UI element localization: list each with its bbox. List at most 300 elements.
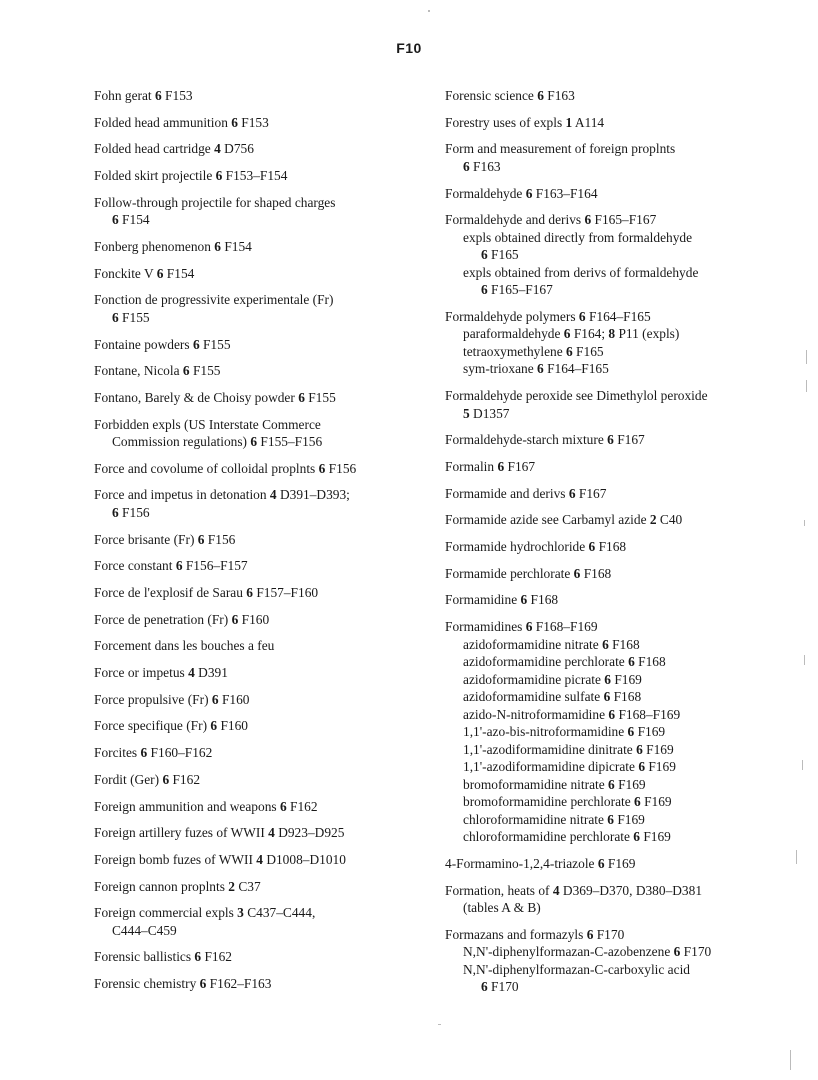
page-reference: F167 — [504, 459, 536, 474]
term-text: chloroformamidine nitrate — [463, 811, 608, 827]
index-subterm — [445, 793, 800, 811]
page-reference: D756 — [220, 141, 254, 157]
page-reference: D391–D393; — [276, 487, 350, 503]
term-text: Formamidines — [445, 619, 526, 635]
page-reference: F168 — [608, 636, 640, 652]
page-reference: A114 — [572, 114, 605, 130]
index-entry — [94, 87, 424, 105]
index-term — [94, 798, 424, 816]
page-reference: F169 — [614, 776, 646, 792]
term-text: Formaldehyde peroxide see Dimethylol peroxide — [445, 388, 708, 404]
volume-number: 6 — [199, 976, 207, 992]
index-term — [94, 416, 424, 434]
volume-number: 6 — [155, 88, 162, 103]
index-entry — [445, 458, 800, 476]
page-reference: F155 — [199, 336, 231, 352]
volume-number: 6 — [112, 309, 119, 325]
index-term — [445, 511, 800, 529]
page-reference: F162 — [201, 949, 233, 965]
term-text: Force de l'explosif de Sarau — [94, 585, 247, 600]
scan-speck — [804, 655, 805, 665]
term-text: Forensic ballistics — [94, 949, 195, 965]
index-subterm — [94, 504, 424, 522]
term-text: chloroformamidine perchlorate — [463, 829, 634, 845]
volume-number: 6 — [156, 265, 164, 281]
index-entry — [94, 291, 424, 326]
index-entry — [94, 824, 424, 842]
term-text: Fontane, Nicola — [94, 363, 183, 379]
index-entry — [94, 878, 424, 896]
term-text: azido-N-nitroformamidine — [463, 706, 609, 722]
volume-number: 6 — [231, 114, 238, 130]
index-term — [445, 308, 800, 326]
index-entry — [445, 114, 800, 132]
page-reference: F167 — [613, 432, 645, 448]
index-term — [94, 362, 424, 380]
scan-speck — [438, 1024, 441, 1025]
term-text: paraformaldehyde — [463, 326, 564, 342]
page-reference: F156 — [325, 460, 357, 476]
term-text: Foreign ammunition and weapons — [94, 798, 280, 814]
term-text: Folded head ammunition — [94, 114, 232, 130]
index-subterm — [445, 229, 800, 247]
index-entry — [94, 140, 424, 158]
index-subterm — [445, 405, 800, 423]
term-text: Formamide perchlorate — [445, 565, 574, 581]
index-subterm — [445, 961, 800, 979]
page-reference: F170 — [593, 926, 625, 942]
term-text: sym-trioxane — [463, 361, 538, 377]
volume-number: 6 — [481, 282, 488, 298]
page-reference: F169 — [645, 759, 676, 775]
index-entry — [445, 565, 800, 583]
index-term — [94, 878, 424, 896]
page-reference: F168 — [527, 592, 559, 608]
volume-number: 4 — [552, 882, 560, 898]
page-reference: F162–F163 — [206, 976, 272, 992]
index-subterm — [445, 758, 800, 776]
volume-number: 1 — [565, 114, 573, 130]
index-entry — [94, 416, 424, 451]
index-term — [94, 744, 424, 762]
term-text: Forestry uses of expls — [445, 114, 566, 130]
index-subterm — [445, 281, 800, 299]
term-text: Folded head cartridge — [94, 141, 215, 157]
volume-number: 6 — [215, 168, 223, 184]
volume-number: 6 — [112, 212, 119, 228]
index-term — [445, 211, 800, 229]
index-term — [445, 618, 800, 636]
index-entry — [445, 926, 800, 996]
page-reference: F168 — [634, 654, 666, 670]
index-subterm — [445, 343, 800, 361]
volume-number: 6 — [586, 926, 594, 942]
term-text: 4-Formamino-1,2,4-triazole — [445, 855, 598, 871]
page-reference: C37 — [234, 878, 261, 894]
index-term — [445, 458, 800, 476]
page-reference: F155 — [304, 389, 336, 405]
index-term — [445, 114, 800, 132]
index-term — [445, 882, 800, 900]
index-entry — [94, 460, 424, 478]
index-entry — [94, 167, 424, 185]
index-entry — [94, 948, 424, 966]
volume-number: 6 — [604, 671, 611, 687]
page-reference: F169 — [640, 829, 671, 845]
index-term — [445, 387, 800, 405]
term-text: Formaldehyde and derivs — [445, 212, 585, 228]
index-subterm — [445, 360, 800, 378]
index-term — [445, 185, 800, 203]
page-reference: P11 (expls) — [615, 326, 680, 342]
index-subterm — [445, 978, 800, 996]
page-reference: F162 — [286, 798, 318, 814]
index-entry — [94, 904, 424, 939]
index-entry — [94, 664, 424, 682]
scan-speck — [796, 850, 797, 864]
index-term — [94, 486, 424, 504]
volume-number: 6 — [588, 539, 596, 555]
term-text: Force and covolume of colloidal proplnts — [94, 460, 319, 476]
index-term — [94, 637, 424, 655]
volume-number: 6 — [481, 979, 488, 995]
volume-number: 4 — [268, 825, 275, 841]
term-text: azidoformamidine picrate — [463, 671, 605, 687]
index-entry — [445, 211, 800, 299]
index-entry — [94, 717, 424, 735]
page-reference: F160 — [218, 691, 250, 707]
index-entry — [94, 637, 424, 655]
page-reference: F169 — [611, 671, 642, 687]
volume-number: 4 — [256, 851, 263, 867]
volume-number: 6 — [608, 706, 616, 722]
term-text: Fonberg phenomenon — [94, 238, 215, 254]
volume-number: 4 — [188, 665, 195, 681]
index-term — [94, 114, 424, 132]
page-reference: F164; — [570, 326, 609, 342]
index-entry — [94, 691, 424, 709]
index-subterm — [94, 433, 424, 451]
index-subterm — [445, 653, 800, 671]
volume-number: 6 — [566, 343, 573, 359]
volume-number: 6 — [627, 724, 635, 740]
index-subterm — [445, 636, 800, 654]
term-text: N,N'-diphenylformazan-C-carboxylic acid — [463, 961, 690, 977]
index-term — [94, 851, 424, 869]
volume-number: 6 — [246, 585, 253, 600]
index-term — [94, 336, 424, 354]
index-subterm — [445, 723, 800, 741]
page-reference: F155 — [118, 309, 150, 325]
index-subterm — [445, 688, 800, 706]
index-subterm — [445, 325, 800, 343]
index-entry — [445, 308, 800, 378]
page-reference: F163 — [543, 88, 575, 103]
volume-number: 6 — [537, 361, 544, 377]
page-reference: F165–F167 — [487, 282, 553, 298]
volume-number: 6 — [525, 619, 533, 635]
index-term — [94, 824, 424, 842]
page-reference: F168–F169 — [532, 619, 598, 635]
page-reference: F160 — [217, 718, 248, 734]
index-term — [94, 167, 424, 185]
index-subterm — [94, 922, 424, 940]
index-term — [94, 265, 424, 283]
term-text: Foreign commercial expls — [94, 905, 238, 921]
index-term — [445, 140, 800, 158]
term-text: Fonckite V — [94, 265, 157, 281]
volume-number: 6 — [607, 811, 614, 827]
volume-number: 6 — [633, 829, 640, 845]
page-reference: F169 — [613, 811, 645, 827]
index-subterm — [445, 246, 800, 264]
index-entry — [94, 851, 424, 869]
volume-number: 6 — [608, 776, 615, 792]
term-text: Formazans and formazyls — [445, 926, 587, 942]
page-reference: F165 — [487, 247, 519, 263]
index-term — [94, 771, 424, 789]
index-entry — [445, 882, 800, 917]
scan-speck — [804, 520, 805, 526]
term-text: Formaldehyde polymers — [445, 308, 579, 324]
page-reference: F157–F160 — [252, 585, 319, 600]
term-text: tetraoxymethylene — [463, 343, 566, 359]
page-reference: F153–F154 — [222, 168, 288, 184]
term-text: expls obtained directly from formaldehyde — [463, 229, 693, 245]
page-reference: F153 — [161, 88, 193, 103]
term-text: Foreign bomb fuzes of WWII — [94, 851, 257, 867]
term-text: Forcement dans les bouches a feu — [94, 638, 275, 654]
term-text: C444–C459 — [112, 922, 177, 938]
page-reference: F165 — [572, 343, 604, 359]
term-text: 1,1'-azodiformamidine dinitrate — [463, 741, 637, 757]
term-text: expls obtained from derivs of formaldehyde — [463, 264, 699, 280]
term-text: azidoformamidine sulfate — [463, 689, 604, 705]
term-text: Forcites — [94, 745, 141, 761]
index-entry — [445, 387, 800, 422]
page-reference: C437–C444, — [243, 905, 316, 921]
page-reference: C40 — [656, 512, 683, 528]
page-reference: F168 — [610, 689, 642, 705]
volume-number: 6 — [211, 691, 219, 707]
page-reference: F156–F157 — [182, 558, 248, 574]
term-text: Formaldehyde-starch mixture — [445, 432, 608, 448]
volume-number: 2 — [649, 512, 657, 528]
page-reference: F170 — [680, 944, 712, 960]
volume-number: 6 — [162, 771, 170, 787]
page-reference: F153 — [237, 114, 269, 130]
index-entry — [94, 362, 424, 380]
term-text: (tables A & B) — [463, 900, 541, 915]
index-entry — [445, 485, 800, 503]
index-entry — [445, 591, 800, 609]
index-term — [94, 291, 424, 309]
volume-number: 6 — [231, 611, 239, 627]
index-term — [94, 948, 424, 966]
index-entry — [94, 486, 424, 521]
page-reference: F160–F162 — [147, 745, 213, 761]
page-reference: F165–F167 — [591, 212, 657, 228]
page-reference: F169 — [640, 794, 672, 810]
term-text: Commission regulations) — [112, 434, 251, 450]
index-entry — [94, 238, 424, 256]
index-entry — [94, 389, 424, 407]
page-reference: D1357 — [469, 405, 510, 421]
page-reference: F160 — [238, 611, 270, 627]
index-term — [445, 855, 800, 873]
term-text: Formamide and derivs — [445, 485, 569, 501]
page-reference: F169 — [604, 855, 636, 871]
index-entry — [94, 975, 424, 993]
index-term — [445, 485, 800, 503]
volume-number: 6 — [298, 389, 305, 405]
index-term — [94, 140, 424, 158]
index-column-left — [94, 87, 424, 1002]
index-term — [445, 87, 800, 105]
term-text: Formation, heats of — [445, 882, 553, 898]
index-subterm — [445, 943, 800, 961]
term-text: Formamide azide see Carbamyl azide — [445, 512, 650, 528]
index-term — [94, 194, 424, 212]
page-label: F10 — [396, 40, 422, 56]
volume-number: 6 — [182, 363, 190, 379]
volume-number: 6 — [673, 944, 681, 960]
volume-number: 6 — [318, 460, 326, 476]
volume-number: 6 — [597, 855, 605, 871]
index-entry — [445, 538, 800, 556]
term-text: Force propulsive (Fr) — [94, 691, 212, 707]
index-term — [445, 538, 800, 556]
index-subterm — [445, 671, 800, 689]
volume-number: 6 — [636, 741, 643, 757]
scan-speck — [428, 10, 430, 12]
index-term — [94, 238, 424, 256]
term-text: Fordit (Ger) — [94, 771, 163, 787]
index-term — [94, 664, 424, 682]
term-text: N,N'-diphenylformazan-C-azobenzene — [463, 944, 674, 960]
term-text: Force and impetus in detonation — [94, 487, 270, 503]
page-reference: F168 — [580, 565, 612, 581]
volume-number: 6 — [573, 565, 581, 581]
volume-number: 6 — [638, 759, 646, 775]
page-reference: F154 — [118, 212, 150, 228]
volume-number: 6 — [175, 558, 183, 574]
index-entry — [94, 771, 424, 789]
page-reference: D1008–D1010 — [262, 851, 346, 867]
term-text: Foreign cannon proplnts — [94, 878, 229, 894]
term-text: Formamidine — [445, 592, 521, 608]
index-entry — [94, 557, 424, 575]
volume-number: 4 — [269, 487, 277, 503]
index-term — [94, 460, 424, 478]
volume-number: 6 — [584, 212, 592, 228]
page-reference: F164–F165 — [543, 361, 609, 377]
scan-speck — [806, 350, 807, 364]
index-term — [94, 717, 424, 735]
volume-number: 6 — [568, 485, 576, 501]
index-subterm — [445, 264, 800, 282]
volume-number: 6 — [520, 592, 528, 608]
volume-number: 3 — [237, 905, 244, 921]
index-entry — [94, 194, 424, 229]
page-reference: D391 — [194, 665, 228, 681]
index-term — [445, 565, 800, 583]
term-text: Formaldehyde — [445, 185, 526, 201]
scan-speck — [790, 1050, 791, 1070]
term-text: Formalin — [445, 459, 498, 474]
volume-number: 6 — [607, 432, 614, 448]
volume-number: 2 — [228, 878, 235, 894]
page-reference: F162 — [169, 771, 201, 787]
index-term — [94, 557, 424, 575]
term-text: Force brisante (Fr) — [94, 531, 198, 547]
term-text: Force or impetus — [94, 665, 189, 681]
index-entry — [94, 336, 424, 354]
index-subterm — [445, 776, 800, 794]
index-entry — [94, 114, 424, 132]
volume-number: 6 — [140, 745, 148, 761]
volume-number: 6 — [250, 434, 258, 450]
index-entry — [94, 265, 424, 283]
term-text: Fontano, Barely & de Choisy powder — [94, 389, 299, 405]
page-reference: F156 — [118, 504, 150, 520]
page-reference: F155–F156 — [257, 434, 323, 450]
page-reference: F170 — [487, 979, 519, 995]
term-text: Foreign artillery fuzes of WWII — [94, 825, 269, 841]
page-reference: D923–D925 — [274, 825, 345, 841]
term-text: Forbidden expls (US Interstate Commerce — [94, 416, 321, 432]
volume-number: 6 — [112, 504, 119, 520]
volume-number: 4 — [214, 141, 221, 157]
volume-number: 6 — [578, 308, 586, 324]
scan-speck — [802, 760, 803, 770]
index-term — [94, 87, 424, 105]
volume-number: 6 — [628, 654, 635, 670]
term-text: Forensic chemistry — [94, 976, 200, 992]
page-reference: F169 — [642, 741, 674, 757]
volume-number: 6 — [603, 689, 611, 705]
index-entry — [94, 611, 424, 629]
volume-number: 5 — [463, 405, 470, 421]
volume-number: 6 — [634, 794, 641, 810]
index-term — [94, 691, 424, 709]
term-text: Folded skirt projectile — [94, 168, 216, 184]
index-subterm — [445, 706, 800, 724]
index-term — [94, 904, 424, 922]
page-reference: F169 — [634, 724, 666, 740]
index-subterm — [445, 811, 800, 829]
term-text: Follow-through projectile for shaped charges — [94, 194, 336, 210]
index-entry — [445, 431, 800, 449]
page-reference: F163–F164 — [532, 185, 598, 201]
page-reference: F156 — [204, 531, 236, 547]
term-text: 1,1'-azo-bis-nitroformamidine — [463, 724, 628, 740]
index-term — [445, 591, 800, 609]
page-reference: F155 — [189, 363, 221, 379]
term-text: Fonction de progressivite experimentale (Fr) — [94, 292, 334, 308]
volume-number: 6 — [279, 798, 287, 814]
index-entry — [445, 140, 800, 175]
page-reference: F154 — [163, 265, 195, 281]
page-reference: F168–F169 — [615, 706, 681, 722]
volume-number: 6 — [537, 88, 544, 103]
index-term — [445, 926, 800, 944]
index-entry — [445, 855, 800, 873]
index-entry — [445, 618, 800, 846]
term-text: Fontaine powders — [94, 336, 193, 352]
page-reference: F164–F165 — [585, 308, 651, 324]
page-reference: F167 — [575, 485, 607, 501]
